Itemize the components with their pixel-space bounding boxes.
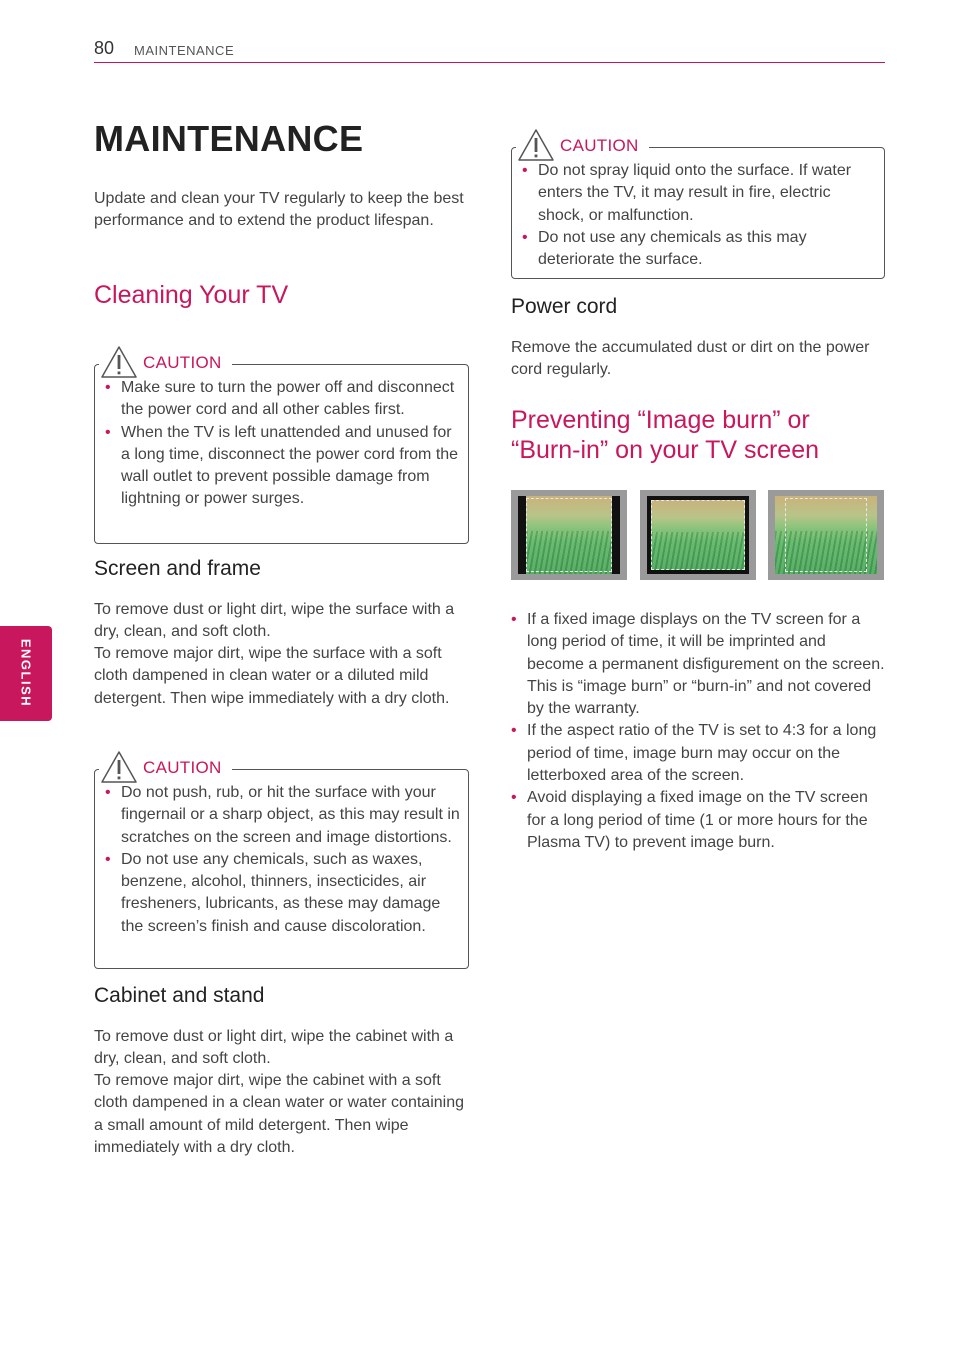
list-item: • Do not spray liquid onto the surface. If water enters the TV, it may result in fire, electric shock, or malfunction. <box>522 160 876 227</box>
list-item: • Do not push, rub, or hit the surface with your fingernail or a sharp object, as this may result in scratches on the screen and image distortions. <box>105 782 460 849</box>
language-tab-label: ENGLISH <box>18 638 34 708</box>
caution-label <box>99 750 232 784</box>
page-title: MAINTENANCE <box>94 118 364 159</box>
burn-in-illustrations <box>511 490 885 580</box>
cabinet-heading: Cabinet and stand <box>94 984 265 1007</box>
page-number: 80 <box>94 38 115 58</box>
screen-frame-text-1: To remove dust or light dirt, wipe the surface with a dry, clean, and soft cloth. <box>94 601 455 641</box>
list-item: • Avoid displaying a fixed image on the TV screen for a long period of time (1 or more hours for the Plasma TV) to prevent image burn. <box>511 787 887 854</box>
power-cord-heading: Power cord <box>511 295 618 318</box>
tv-screen-image-overscan <box>640 490 756 580</box>
caution-text: CAUTION <box>143 758 222 777</box>
caution-text: CAUTION <box>560 136 639 155</box>
caution-list <box>105 377 460 511</box>
screen-frame-heading: Screen and frame <box>94 557 261 580</box>
burn-in-heading-line1: Preventing “Image burn” or <box>511 406 810 434</box>
caution-list <box>105 782 460 938</box>
warning-triangle-icon <box>99 345 139 379</box>
tv-screen-image-letterbox <box>511 490 627 580</box>
caution-list <box>522 160 876 271</box>
list-item: • Do not use any chemicals as this may deteriorate the surface. <box>522 227 876 272</box>
tv-screen-image-full <box>768 490 884 580</box>
cleaning-heading: Cleaning Your TV <box>94 281 289 309</box>
intro-text: Update and clean your TV regularly to keep the best performance and to extend the product lifespan. <box>94 190 464 230</box>
warning-triangle-icon <box>516 128 556 162</box>
caution-box-screen <box>94 758 469 969</box>
screen-frame-text-2: To remove major dirt, wipe the surface with a soft cloth dampened in clean water or a diluted mild detergent. Then wipe immediately with a dry cloth. <box>94 645 450 707</box>
caution-label <box>516 128 649 162</box>
list-item: • When the TV is left unattended and unused for a long time, disconnect the power cord from the wall outlet to prevent possible damage from lightning or power surges. <box>105 422 460 511</box>
caution-box-right <box>511 136 885 279</box>
burn-in-list <box>511 609 887 854</box>
burn-in-heading-line2: “Burn-in” on your TV screen <box>511 436 819 464</box>
cabinet-text-2: To remove major dirt, wipe the cabinet with a soft cloth dampened in a clean water or water containing a small amount of mild detergent. Then wipe immediately with a dry cloth. <box>94 1072 464 1156</box>
caution-box-cleaning <box>94 353 469 544</box>
list-item: • Do not use any chemicals, such as waxes, benzene, alcohol, thinners, insecticides, air fresheners, lubricants, as these may damage the screen’s finish and cause discoloration. <box>105 849 460 938</box>
header-rule <box>94 62 885 63</box>
warning-triangle-icon <box>99 750 139 784</box>
list-item: • If the aspect ratio of the TV is set to 4:3 for a long period of time, image burn may occur on the letterboxed area of the screen. <box>511 720 887 787</box>
list-item: • Make sure to turn the power off and disconnect the power cord and all other cables first. <box>105 377 460 422</box>
list-item: • If a fixed image displays on the TV screen for a long period of time, it will be imprinted and become a permanent disfigurement on the screen. This is “image burn” or “burn-in” and not covered by the warranty. <box>511 609 887 720</box>
caution-text: CAUTION <box>143 353 222 372</box>
language-tab <box>0 626 52 721</box>
burn-in-heading <box>511 405 885 465</box>
running-header: MAINTENANCE <box>134 43 235 58</box>
caution-label <box>99 345 232 379</box>
power-cord-text: Remove the accumulated dust or dirt on the power cord regularly. <box>511 339 870 379</box>
cabinet-text-1: To remove dust or light dirt, wipe the cabinet with a dry, clean, and soft cloth. <box>94 1028 454 1068</box>
